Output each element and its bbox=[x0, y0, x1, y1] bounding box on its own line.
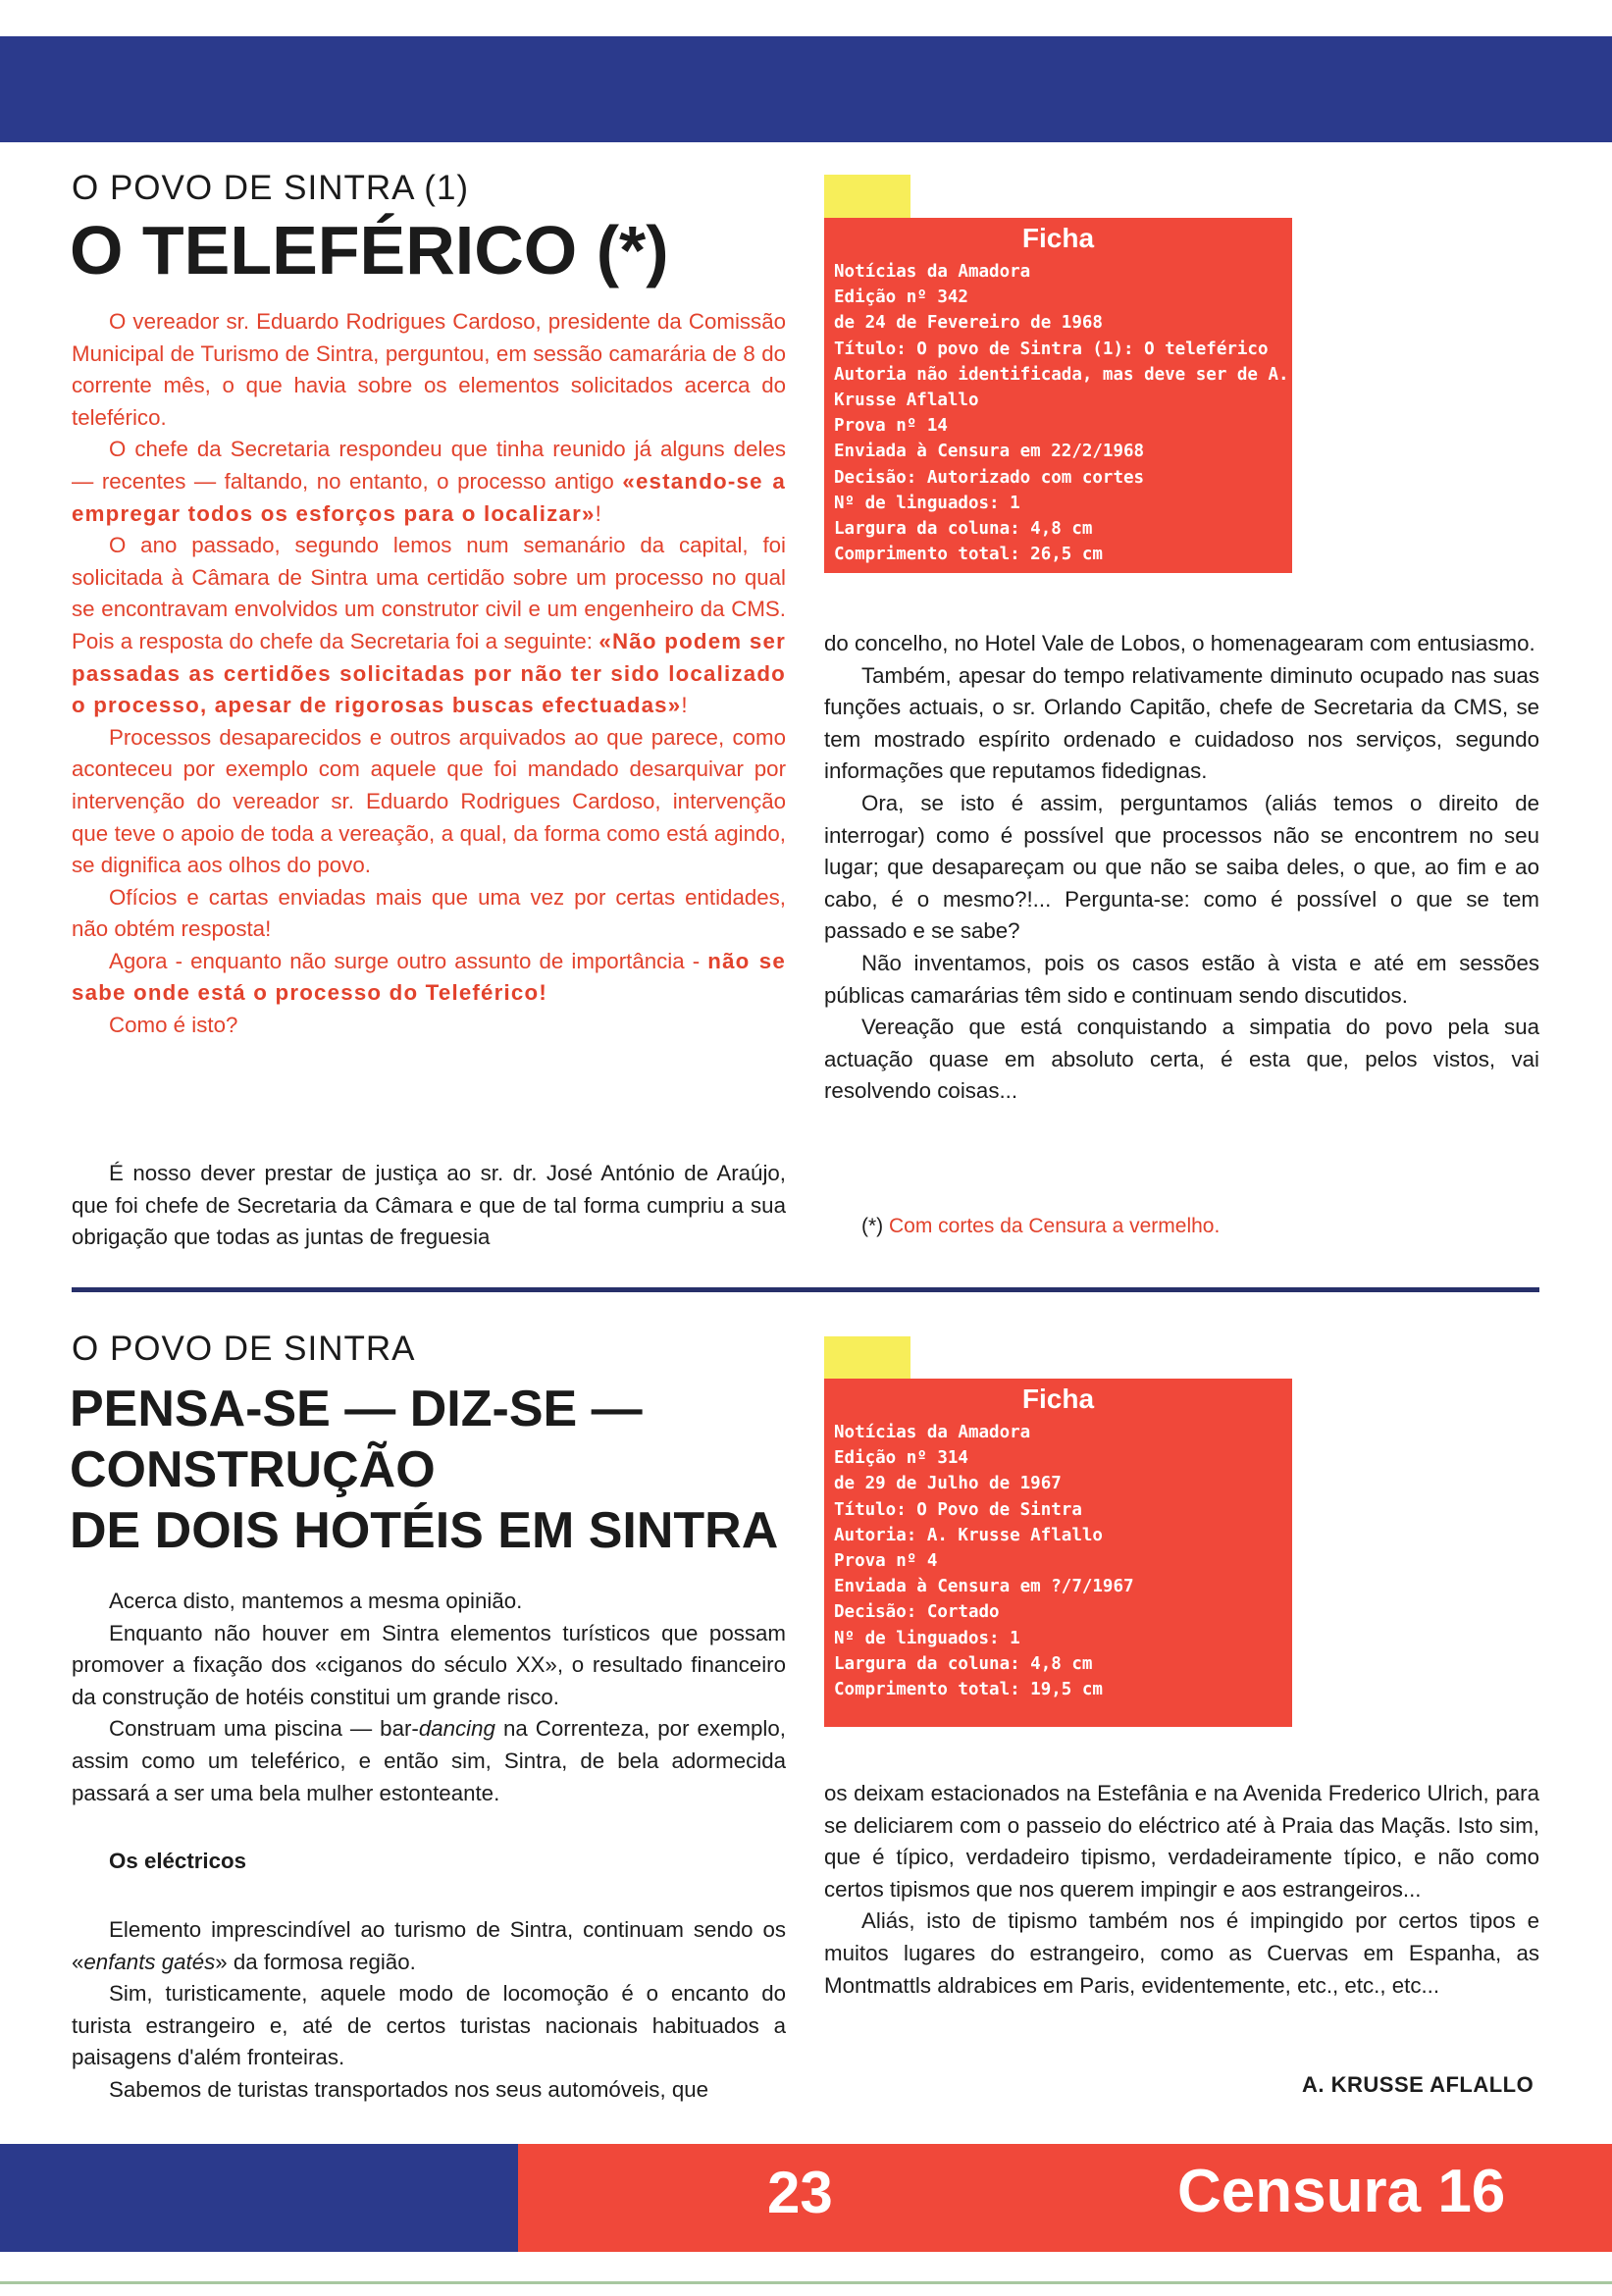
ficha-card-1 bbox=[824, 218, 1292, 573]
ficha-line: Edição nº 314 bbox=[834, 1448, 968, 1469]
ficha-line: Autoria: A. Krusse Aflallo bbox=[834, 1525, 1103, 1545]
paragraph: Aliás, isto de tipismo também nos é impingido por certos tipos e muitos lugares do estrangeiro, como as Cuervas em Espanha, as Montmattls aldrabices em Paris, evidentemente, etc., etc., etc... bbox=[824, 1908, 1539, 1998]
title-line: PENSA-SE — DIZ-SE — bbox=[70, 1381, 643, 1437]
paragraph: Vereação que está conquistando a simpatia do povo pela sua actuação quase em absoluto certa, é esta que, pelos vistos, vai resolvendo coisas... bbox=[824, 1015, 1539, 1104]
ficha-line: Enviada à Censura em 22/2/1968 bbox=[834, 442, 1145, 462]
ficha-line: Nº de linguados: 1 bbox=[834, 493, 1020, 513]
article1-kicker: O POVO DE SINTRA (1) bbox=[72, 169, 470, 207]
ficha-title: Ficha bbox=[1021, 223, 1095, 253]
paragraph: Processos desaparecidos e outros arquivados ao que parece, como aconteceu por exemplo com aquele que foi mandado desarquivar por intervenção do vereador sr. Eduardo Rodrigues Cardoso, intervenção que teve o apoio de toda a vereação, a qual, da forma como está agindo, se dignifica aos olhos do povo. bbox=[72, 724, 786, 878]
footer-blue-band bbox=[0, 2144, 518, 2252]
ficha-line: de 29 de Julho de 1967 bbox=[834, 1474, 1062, 1494]
ficha-line: Nº de linguados: 1 bbox=[834, 1628, 1020, 1648]
ficha-line: Prova nº 14 bbox=[834, 416, 948, 437]
paragraph: O ano passado, segundo lemos num semanário da capital, foi solicitada à Câmara de Sintra uma certidão sobre um processo no qual se encontravam envolvidos um construtor civil e um engenheiro da CMS. Pois a resposta do chefe da Secretaria foi a seguinte: «Não podem ser passadas as certidões solicitadas por não ter sido localizado o processo, apesar de rigorosas buscas efectuadas»! bbox=[72, 533, 786, 718]
bottom-rule bbox=[0, 2281, 1612, 2284]
article1-left-column bbox=[72, 306, 786, 1042]
ficha-line: Largura da coluna: 4,8 cm bbox=[834, 1653, 1093, 1674]
ficha-line: de 24 de Fevereiro de 1968 bbox=[834, 313, 1103, 334]
ficha-line: Notícias da Amadora bbox=[834, 1423, 1031, 1442]
paragraph: Elemento imprescindível ao turismo de Sintra, continuam sendo os «enfants gatés» da formosa região. bbox=[72, 1917, 786, 1974]
ficha-line: Comprimento total: 26,5 cm bbox=[834, 545, 1103, 565]
ficha-line: Título: O Povo de Sintra bbox=[834, 1499, 1082, 1520]
ficha-line: Comprimento total: 19,5 cm bbox=[834, 1680, 1103, 1700]
ficha-lines bbox=[834, 259, 1289, 567]
paragraph: Não inventamos, pois os casos estão à vista e até em sessões públicas camarárias têm sido e continuam sendo discutidos. bbox=[824, 950, 1539, 1008]
ficha-line: Largura da coluna: 4,8 cm bbox=[834, 519, 1093, 540]
page-number: 23 bbox=[767, 2160, 833, 2225]
paragraph: O chefe da Secretaria respondeu que tinha reunido já alguns deles — recentes — faltando, no entanto, o processo antigo «estando-se a empregar todos os esforços para o localizar»! bbox=[72, 437, 786, 526]
ficha-line: Edição nº 342 bbox=[834, 287, 968, 308]
paragraph: Agora - enquanto não surge outro assunto de importância - não se sabe onde está o processo do Teleférico! bbox=[72, 948, 786, 1006]
ficha-line: Título: O povo de Sintra (1): O teleférico bbox=[834, 339, 1269, 359]
ficha-line: Decisão: Cortado bbox=[834, 1602, 1000, 1623]
paragraph: os deixam estacionados na Estefânia e na Avenida Frederico Ulrich, para se deliciarem com o passeio do eléctrico até à Praia das Maçãs. Isto sim, que é típico, verdadeiro tipismo, verdadeiramente típico, e não como certos tipismos que nos querem impingir e aos estrangeiros... bbox=[824, 1781, 1539, 1902]
subheading: Os eléctricos bbox=[109, 1849, 247, 1873]
paragraph: Construam uma piscina — bar-dancing na Correnteza, por exemplo, assim como um teleférico, e então sim, Sintra, de bela adormecida passará a ser uma bela mulher estonteante. bbox=[72, 1716, 786, 1805]
article2-left-column-cont bbox=[72, 1914, 786, 2107]
top-banner bbox=[0, 36, 1612, 142]
ficha-line: Enviada à Censura em ?/7/1967 bbox=[834, 1577, 1134, 1597]
article1-right-column bbox=[824, 628, 1539, 1108]
article2-left-column bbox=[72, 1586, 786, 1809]
article2-title bbox=[70, 1379, 778, 1561]
paragraph: Também, apesar do tempo relativamente diminuto ocupado nas suas funções actuais, o sr. Orlando Capitão, chefe de Secretaria da CMS, se tem mostrado espírito ordenado e cuidadoso nos serviços, segundo informações que reputamos fidedignas. bbox=[824, 662, 1539, 784]
paragraph: Enquanto não houver em Sintra elementos turísticos que possam promover a fixação dos «ciganos do século XX», o resultado financeiro da construção de hotéis constitui um grande risco. bbox=[72, 1620, 786, 1709]
ficha-line: Prova nº 4 bbox=[834, 1551, 938, 1572]
paragraph: Sabemos de turistas transportados nos seus automóveis, que bbox=[109, 2076, 709, 2102]
paragraph: Ofícios e cartas enviadas mais que uma vez por certas entidades, não obtém resposta! bbox=[72, 884, 786, 942]
article1-title: O TELEFÉRICO (*) bbox=[70, 212, 669, 288]
ficha-line: Notícias da Amadora bbox=[834, 262, 1031, 282]
title-line: CONSTRUÇÃO bbox=[70, 1441, 436, 1498]
paragraph: Como é isto? bbox=[109, 1013, 238, 1038]
article1-left-column-end bbox=[72, 1158, 786, 1254]
ficha-line: Autoria não identificada, mas deve ser de A. bbox=[834, 364, 1289, 385]
footnote: (*) Com cortes da Censura a vermelho. bbox=[861, 1215, 1221, 1237]
paragraph: É nosso dever prestar de justiça ao sr. dr. José António de Araújo, que foi chefe de Secretaria da Câmara e que de tal forma cumpriu a sua obrigação que todas as juntas de freguesia bbox=[72, 1161, 786, 1250]
section-divider bbox=[72, 1287, 1539, 1292]
paragraph: Ora, se isto é assim, perguntamos (aliás temos o direito de interrogar) como é possível que processos não se encontrem no seu lugar; que desapareçam ou que não se saiba deles, o que, ao fim e ao cabo, é o mesmo?!... Pergunta-se: como é possível o que se tem passado e se sabe? bbox=[824, 790, 1539, 944]
article2-kicker: O POVO DE SINTRA bbox=[72, 1330, 416, 1368]
article2-right-column bbox=[824, 1778, 1539, 2002]
title-line: DE DOIS HOTÉIS EM SINTRA bbox=[70, 1502, 779, 1559]
paragraph: do concelho, no Hotel Vale de Lobos, o homenagearam com entusiasmo. bbox=[824, 631, 1535, 655]
ficha-lines bbox=[834, 1420, 1134, 1702]
paragraph: O vereador sr. Eduardo Rodrigues Cardoso, presidente da Comissão Municipal de Turismo de Sintra, perguntou, em sessão camarária de 8 do corrente mês, o que havia sobre os elementos solicitados acerca do teleférico. bbox=[72, 309, 786, 430]
paragraph: Acerca disto, mantemos a mesma opinião. bbox=[109, 1589, 523, 1613]
publication-name: Censura 16 bbox=[1177, 2158, 1506, 2225]
author-signature: A. KRUSSE AFLALLO bbox=[1302, 2072, 1534, 2097]
ficha-line: Krusse Aflallo bbox=[834, 391, 979, 411]
ficha-title: Ficha bbox=[1021, 1383, 1095, 1414]
ficha-line: Decisão: Autorizado com cortes bbox=[834, 467, 1145, 488]
paragraph: Sim, turisticamente, aquele modo de locomoção é o encanto do turista estrangeiro e, até de certos turistas nacionais habituados a paisagens d'além fronteiras. bbox=[72, 1981, 786, 2070]
ficha-card-2 bbox=[824, 1379, 1292, 1727]
